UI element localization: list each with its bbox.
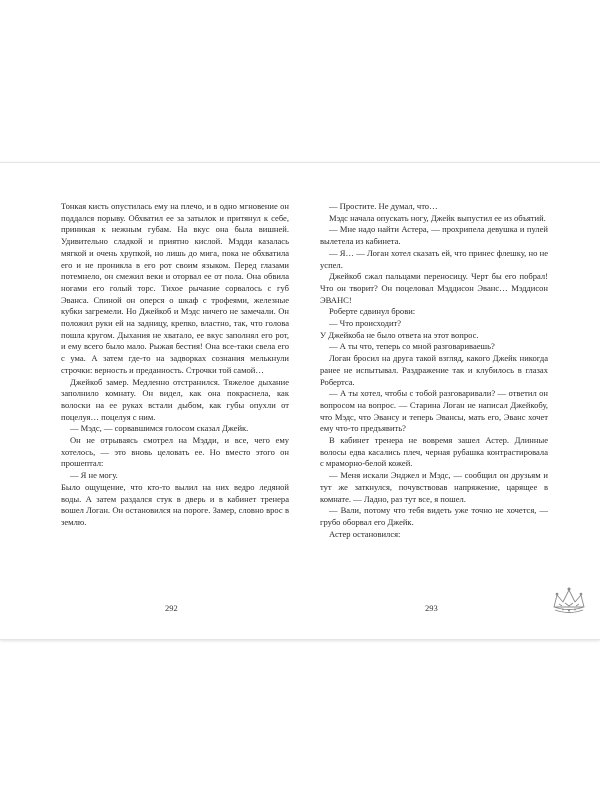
paragraph: — Я не могу. bbox=[70, 470, 118, 481]
paragraph: — Я… — Логан хотел сказать ей, что принес флешку, но не успел. bbox=[320, 247, 548, 270]
paragraph: Джейкоб сжал пальцами переносицу. Черт бы его побрал! Что он творит? Он поцеловал Мэддисон Эванс… Мэддисон ЭВАНС! bbox=[320, 271, 548, 305]
paragraph: — Простите. Не думал, что… bbox=[329, 201, 438, 211]
right-page-text bbox=[320, 201, 548, 540]
crown-icon bbox=[550, 583, 588, 619]
paragraph: Джейкоб замер. Медленно отстранился. Тяжелое дыхание заполнило комнату. Он видел, как она покраснела, как волоски на ее руках встали дыбом, как губы опухли от поцелуя… поцелуя с ним. bbox=[61, 376, 289, 422]
paragraph: Мэдс начала опускать ногу, Джейк выпустил ее из объятий. bbox=[329, 212, 546, 223]
paragraph: Логан бросил на друга такой взгляд, какого Джейк никогда ранее не испытывал. Раздражение так и клубилось в глазах Робертса. bbox=[320, 353, 548, 387]
left-page-text bbox=[61, 201, 289, 529]
paragraph: — Мне надо найти Астера, — прохрипела девушка и пулей вылетела из кабинета. bbox=[320, 224, 548, 247]
paragraph: Астер остановился: bbox=[329, 528, 401, 539]
paragraph: Было ощущение, что кто-то вылил на них ведро ледяной воды. А затем раздался стук в дверь и в кабинет тренера вошел Логан. Он остановился на пороге. Замер, словно врос в землю. bbox=[61, 481, 289, 527]
paragraph: — А ты что, теперь со мной разговариваешь? bbox=[329, 341, 495, 352]
paragraph: У Джейкоба не было ответа на этот вопрос. bbox=[320, 329, 479, 340]
paragraph: — Меня искали Энджел и Мэдс, — сообщил он друзьям и тут же заткнулся, почувствовав напряжение, царящее в комнате. — Ладно, раз тут все, я пошел. bbox=[320, 470, 548, 504]
book-spread bbox=[0, 162, 600, 640]
paragraph: Тонкая кисть опустилась ему на плечо, и в одно мгновение он поддался порыву. Обхватил ее за затылок и притянул к себе, приникая к нежным губам. На вкус она была вишней. Удивительно сладкой и приятно кислой. Мэдди казалась мягкой и очень хрупкой, но лишь до мига, пока не обхватила его и не проникла в его рот своим языком. Перед глазами потемнело, он смежил веки и оторвал ее от пола. Она обвила ногами его голый торс. Тихое рычание сорвалось с губ Эванса. Спиной он оперся о шкаф с трофеями, железные кубки загремели. Но Джейкоб и Мэдс ничего не замечали. Он положил руки ей на задницу, крепко, властно, так, что голова пошла кругом. Дыхания не хватало, ее вкус заполнял его рот, и ему всего было мало. Рыжая бестия! Она все-таки свела его с ума. А затем где-то на задворках сознания мелькнули строчки: верность и преданность. Строчки той самой… bbox=[61, 201, 289, 375]
paragraph: — Мэдс, — сорвавшимся голосом сказал Джейк. bbox=[70, 423, 249, 434]
paragraph: В кабинет тренера не вовремя зашел Астер. Длинные волосы едва касались плеч, черная рубашка контрастировала с мраморно-белой кожей. bbox=[320, 435, 548, 469]
paragraph: — А ты хотел, чтобы с тобой разговаривали? — ответил он вопросом на вопрос. — Старина Логан не написал Джейкобу, что Мэдс, что Эвансу и теперь Эвансы, мать его, Эванс хочет ему что-то предъявить? bbox=[320, 388, 548, 434]
paragraph: Роберте сдвинул брови: bbox=[329, 306, 416, 317]
paragraph: Он не отрываясь смотрел на Мэдди, и все, чего ему хотелось, — это вновь целовать ее. Но вместо этого он прошептал: bbox=[61, 435, 289, 469]
page-number-left: 292 bbox=[165, 603, 178, 613]
page-number-right: 293 bbox=[425, 603, 438, 613]
paragraph: — Вали, потому что тебя видеть уже точно не хочется, — грубо оборвал его Джейк. bbox=[320, 505, 548, 527]
paragraph: — Что происходит? bbox=[329, 318, 402, 329]
